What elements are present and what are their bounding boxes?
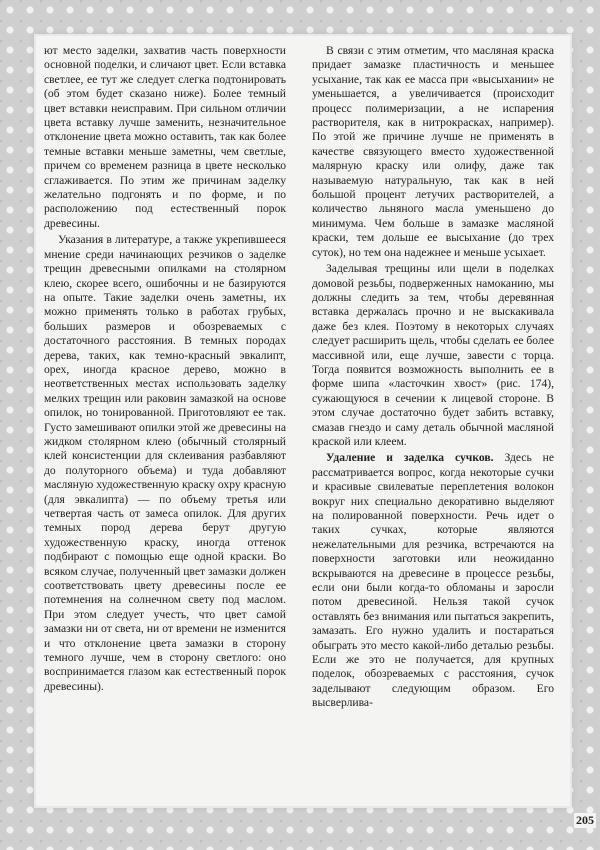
book-page [36, 36, 570, 806]
right-paragraph-2: Заделывая трещины или щели в поделках домовой резьбы, подверженных намоканию, мы должны следить за тем, чтобы деревянная вставка держалась прочно и не выскакивала даже без клея. Поэтому в некоторых случаях следует расширить щель, чтобы сделать ее более массивной или, еще лучше, завести с торца. Тогда появится возможность выполнить ее в форме шипа «ласточкин хвост» (рис. 174), сужающуюся в сечении к лицевой стороне. В этом случае достаточно будет забить вставку, смазав гнездо и саму деталь обычной масляной краской или клеем. [312, 262, 555, 448]
left-paragraph-2: Указания в литературе, а также укрепившееся мнение среди начинающих резчиков о заделке трещин древесными опилками на столярном клею, скорее всего, ошибочны и не базируются на опыте. Такие заделки очень заметны, их можно применять только в работах грубых, больших размеров и обозреваемых с достаточного расстояния. В темных породах дерева, таких, как темно-красный эвкалипт, орех, иногда красное дерево, можно в неответственных местах использовать заделку мелких трещин или раковин замазкой на основе опилок, но тонированной. Приготовляют ее так. Густо замешивают опилки этой же древесины на жидком столярном клею (обычный столярный клей консистенции для склеивания разбавляют до полуторного объема) и туда добавляют масляную художественную краску охру красную (для эвкалипта) — по объему третья или четвертая часть от замеса опилок. Для других темных пород дерева берут другую художественную краску, иногда оттенок подбирают с помощью еще одной краски. Во всяком случае, полученный цвет замазки должен соответствовать цвету древесины после ее потемнения на солнечном свету под маслом. При этом следует учесть, что цвет самой замазки ни от света, ни от времени не изменится и что отклонение цвета замазки в сторону темного лучше, чем в сторону светлого: оно воспринимается глазом как естественный порок древесины). [44, 233, 286, 693]
section-heading: Удаление и заделка сучков. [326, 451, 494, 465]
right-paragraph-3 [312, 451, 554, 710]
left-paragraph-1: ют место заделки, захватив часть поверхности основной поделки, и сличают цвет. Если вставка светлее, ее тут же следует слегка подтонировать (об этом будет сказано ниже). Более темный цвет вставки неисправим. При сильном отличии цвета вставку лучше заменить, незначительное отклонение цвета можно оставить, так как более темные вставки меньше заметны, чем светлые, причем со временем разница в цвете несколько сглаживается. По этим же причинам заделку желательно подгонять и по форме, и по расположению под естественный порок древесины. [44, 44, 286, 230]
left-column [44, 44, 286, 694]
right-paragraph-1: В связи с этим отметим, что масляная краска придает замазке пластичность и меньшее усыхание, так как ее масса при «высыхании» не уменьшается, а увеличивается (происходит процесс полимеризации, а не испарения растворителя, как в нитрокрасках, например). По этой же причине лучше не применять в качестве связующего вместо художественной малярную краску или олифу, даже так называемую натуральную, так как в ней большой процент летучих растворителей, а количество льняного масла уменьшено до минимума. Чем больше в замазке масляной краски, тем дольше ее высыхание (до трех суток), но тем она надежнее и меньше усыхает. [312, 44, 554, 259]
page-number: 205 [576, 813, 594, 827]
right-column [312, 44, 554, 711]
section-body: Здесь не рассматривается вопрос, когда некоторые сучки и красивые свилеватые переплетения волокон вокруг них специально декоративно выделяют на полированной поверхности. Речь идет о таких сучках, которые являются нежелательными для резчика, встречаются на поверхности заготовки или неожиданно вскрываются на древесине в процессе резьбы, если они были когда-то обломаны и заросли потом древесиной. Нельзя такой сучок оставлять без внимания или пытаться закрепить, замазать. Его нужно удалить и постараться обыграть это место какой-либо деталью резьбы. Если же это не получается, для крупных поделок, обозреваемых с расстояния, сучок заделывают следующим образом. Его высверлива- [312, 451, 554, 710]
